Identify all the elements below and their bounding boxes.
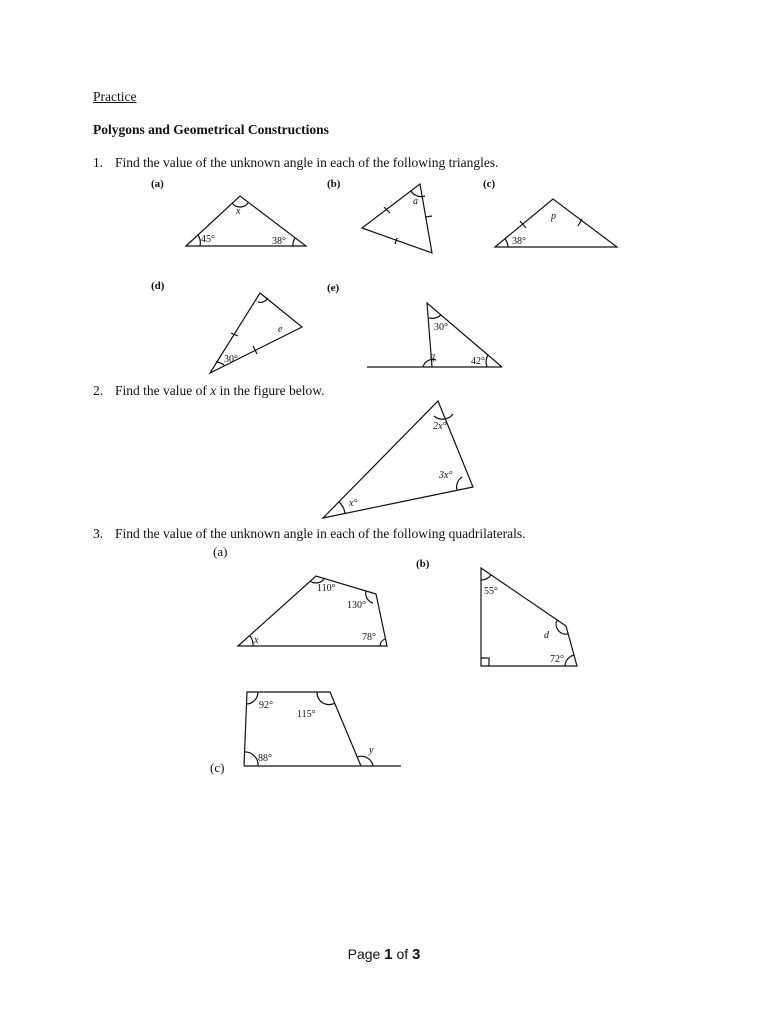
angle-label: 55° — [484, 586, 498, 597]
angle-label: p — [551, 211, 556, 222]
angle-label: 45° — [201, 234, 215, 245]
angle-arc — [486, 355, 488, 367]
question-text-end: in the figure below. — [216, 383, 325, 398]
angle-arc — [293, 238, 295, 246]
current-page-number: 1 — [384, 946, 393, 963]
angle-arc — [505, 239, 508, 247]
angle-label: 78° — [362, 632, 376, 643]
angle-label: 88° — [258, 753, 272, 764]
total-page-number: 3 — [412, 946, 421, 963]
angle-arc — [250, 636, 253, 646]
angle-label: a — [413, 196, 418, 207]
angle-label: x — [236, 206, 241, 217]
angle-arc — [247, 692, 258, 704]
angle-label: y — [369, 745, 374, 756]
question-text: Find the value of the unknown angle in each of the following triangles. — [115, 155, 499, 170]
angle-arc — [244, 752, 258, 766]
footer-page-word: Page — [347, 946, 381, 962]
question-number: 3. — [93, 526, 104, 541]
question-text: Find the value of — [115, 383, 211, 398]
triangle-e — [427, 303, 502, 367]
tick-mark — [426, 216, 432, 217]
part-label: (c) — [210, 760, 225, 775]
angle-label: 110° — [317, 583, 336, 594]
angle-arc — [429, 315, 441, 318]
angle-label: 3x° — [439, 470, 453, 481]
triangle-b — [362, 184, 432, 253]
angle-label: e — [278, 324, 283, 335]
part-label: (e) — [327, 282, 340, 294]
angle-arc — [565, 655, 574, 666]
part-label: (a) — [213, 544, 228, 559]
triangle-q2 — [323, 401, 473, 518]
angle-label: 38° — [272, 236, 286, 247]
angle-label: 92° — [259, 700, 273, 711]
angle-label: 30° — [224, 354, 238, 365]
angle-arc — [380, 639, 385, 646]
angle-arc — [339, 502, 345, 514]
angle-label: d — [544, 630, 549, 641]
page-footer — [0, 946, 768, 963]
angle-label: 42° — [471, 356, 485, 367]
angle-arc — [481, 575, 491, 580]
question-number: 2. — [93, 383, 104, 398]
practice-link[interactable]: Practice — [93, 89, 137, 104]
angle-label: x — [254, 635, 259, 646]
question-text: Find the value of the unknown angle in each of the following quadrilaterals. — [115, 526, 526, 541]
angle-label: 2x° — [433, 421, 447, 432]
part-label: (c) — [483, 178, 496, 190]
angle-label: q — [430, 351, 435, 362]
angle-label: 130° — [347, 600, 366, 611]
angle-label: 72° — [550, 654, 564, 665]
right-angle-mark — [481, 658, 489, 666]
question-number: 1. — [93, 155, 104, 170]
angle-arc — [457, 477, 462, 490]
part-label: (a) — [151, 178, 164, 190]
part-label: (b) — [327, 178, 341, 190]
tick-mark — [578, 219, 582, 226]
angle-label: 115° — [297, 709, 316, 720]
footer-of-word: of — [396, 946, 409, 962]
angle-label: 38° — [512, 236, 526, 247]
question-variable: x — [210, 383, 217, 398]
page-title: Polygons and Geometrical Constructions — [93, 122, 329, 137]
part-label: (b) — [416, 558, 430, 570]
quadrilateral-b — [481, 568, 577, 666]
angle-label: x° — [349, 498, 358, 509]
part-label: (d) — [151, 280, 165, 292]
angle-label: 30° — [434, 322, 448, 333]
